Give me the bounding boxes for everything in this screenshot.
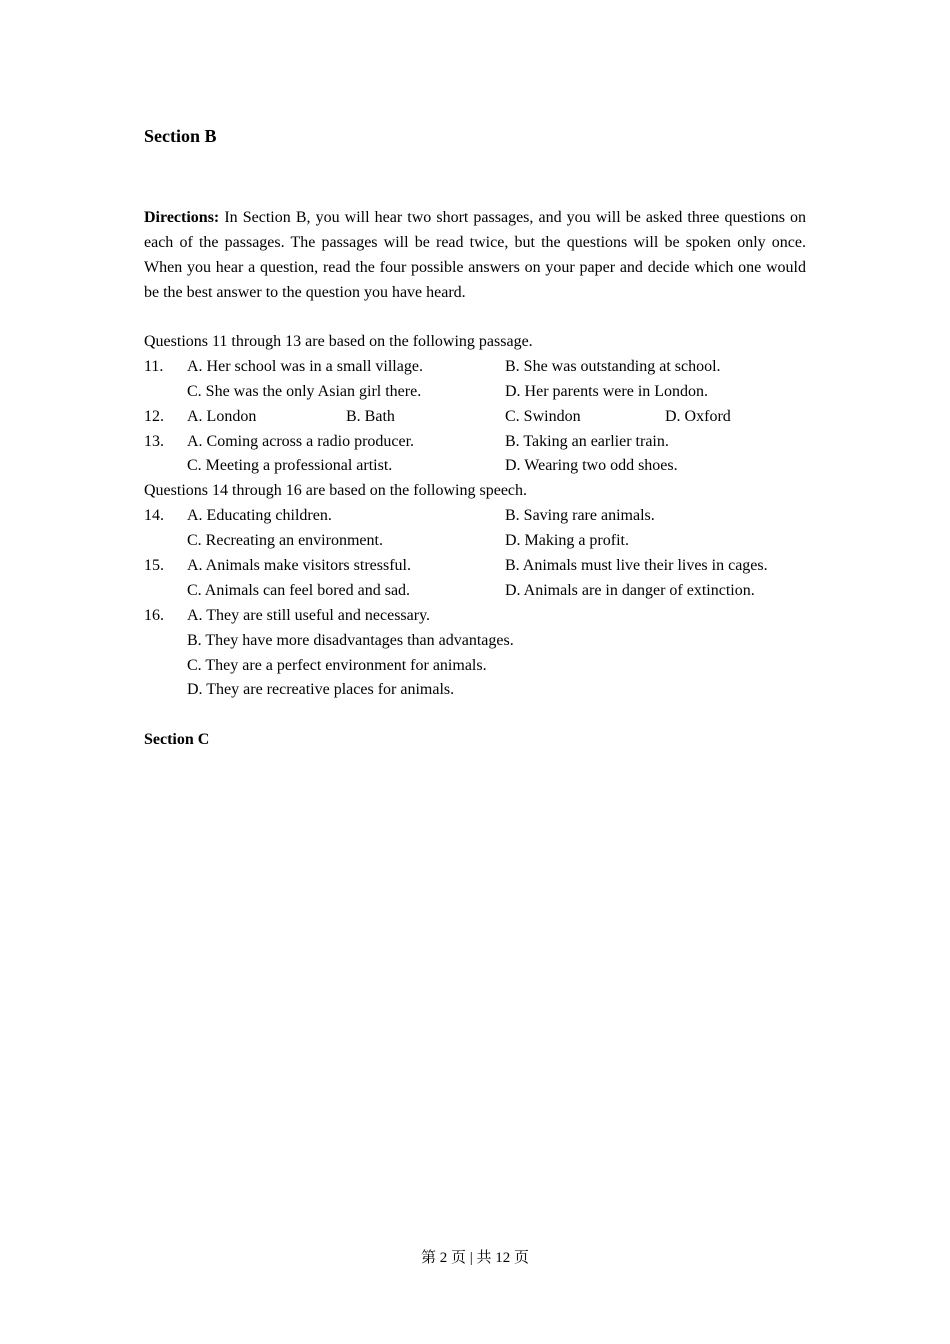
questions-block	[144, 330, 806, 703]
directions-text: In Section B, you will hear two short passages, and you will be asked three questions on each of the passages. The passages will be read twice, but the questions will be spoken only once. When you hear a question, read the four possible answers on your paper and decide which one would be the best answer to the question you have heard.	[144, 209, 807, 301]
question-12-option-d: D. Oxford	[665, 407, 731, 425]
question-15-option-c: C. Animals can feel bored and sad.	[187, 581, 411, 599]
question-14-option-b: B. Saving rare animals.	[505, 507, 655, 525]
question-14-row-1	[144, 504, 806, 529]
group-2-intro: Questions 14 through 16 are based on the following speech.	[144, 482, 528, 500]
page-footer: 第 2 页 | 共 12 页	[420, 1250, 529, 1266]
question-12-number: 12.	[144, 407, 164, 425]
question-15-row-1	[144, 554, 806, 579]
group-2-intro-line	[144, 479, 806, 504]
question-16-option-b: B. They have more disadvantages than advantages.	[187, 631, 514, 649]
question-16-option-a: A. They are still useful and necessary.	[187, 606, 431, 624]
question-14-option-d: D. Making a profit.	[505, 532, 629, 550]
question-15-option-b: B. Animals must live their lives in cages.	[505, 557, 768, 575]
question-13-row-2	[144, 454, 806, 479]
question-14-option-c: C. Recreating an environment.	[187, 532, 383, 550]
group-1-intro-line	[144, 330, 806, 355]
section-b-heading: Section B	[144, 126, 217, 146]
question-16-option-c: C. They are a perfect environment for animals.	[187, 656, 487, 674]
question-13-row-1	[144, 430, 806, 455]
question-12-option-c: C. Swindon	[505, 407, 581, 425]
question-11-number: 11.	[144, 357, 164, 375]
question-13-option-a: A. Coming across a radio producer.	[187, 432, 415, 450]
question-15-option-d: D. Animals are in danger of extinction.	[505, 581, 755, 599]
question-11-option-c: C. She was the only Asian girl there.	[187, 382, 422, 400]
question-13-option-b: B. Taking an earlier train.	[505, 432, 669, 450]
directions-label: Directions:	[144, 209, 220, 226]
question-11-row-2	[144, 380, 806, 405]
question-11-option-a: A. Her school was in a small village.	[187, 357, 423, 375]
question-15-number: 15.	[144, 557, 164, 575]
group-1-intro: Questions 11 through 13 are based on the following passage.	[144, 333, 533, 350]
question-13-number: 13.	[144, 432, 164, 450]
question-16-row-3	[144, 654, 806, 679]
section-c-heading: Section C	[144, 731, 210, 748]
question-11-row-1	[144, 355, 806, 380]
question-12-option-a: A. London	[187, 407, 257, 425]
question-16-row-4	[144, 678, 806, 703]
question-11-option-d: D. Her parents were in London.	[505, 382, 709, 400]
question-14-number: 14.	[144, 507, 164, 525]
question-14-row-2	[144, 529, 806, 554]
question-12-option-b: B. Bath	[346, 407, 395, 425]
question-15-option-a: A. Animals make visitors stressful.	[187, 557, 411, 575]
question-11-option-b: B. She was outstanding at school.	[505, 357, 721, 375]
directions-paragraph	[144, 205, 806, 305]
question-13-option-d: D. Wearing two odd shoes.	[505, 457, 678, 475]
question-16-row-2	[144, 629, 806, 654]
question-13-option-c: C. Meeting a professional artist.	[187, 457, 393, 475]
question-16-row-1	[144, 604, 806, 629]
question-16-option-d: D. They are recreative places for animals.	[187, 681, 455, 699]
question-12-row-1	[144, 405, 806, 430]
question-15-row-2	[144, 579, 806, 604]
question-16-number: 16.	[144, 606, 164, 624]
question-14-option-a: A. Educating children.	[187, 507, 332, 525]
